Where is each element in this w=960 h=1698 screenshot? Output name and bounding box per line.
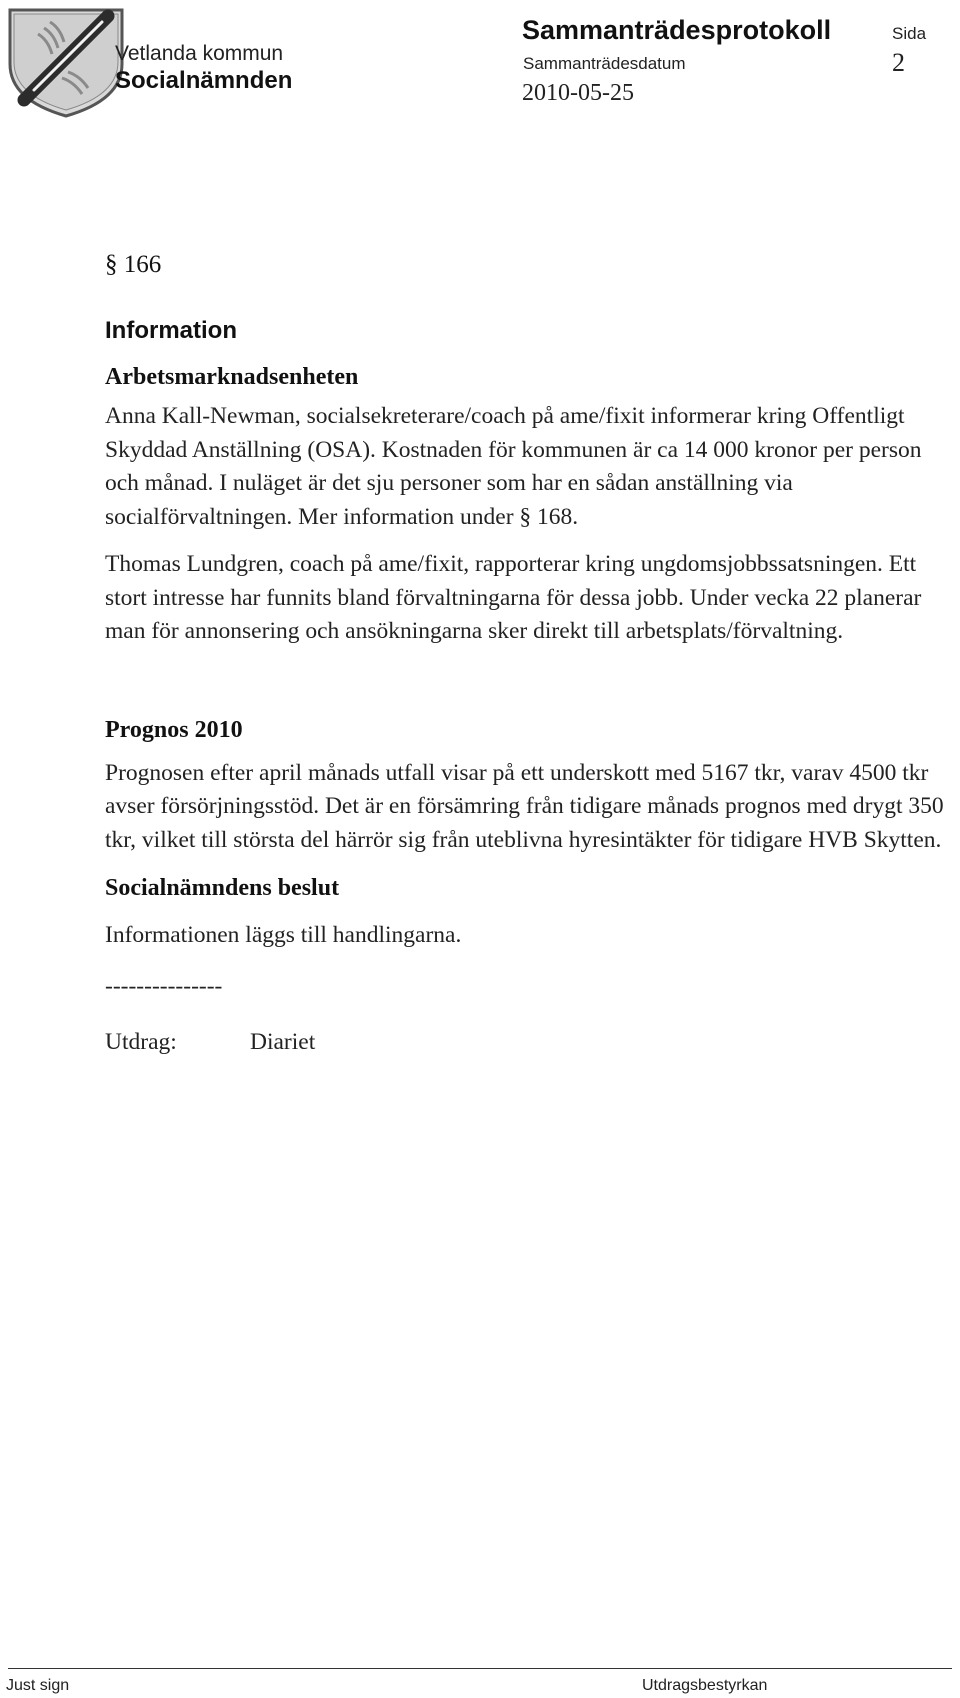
subsection-heading-forecast: Prognos 2010	[105, 716, 243, 743]
body-paragraph-youth-jobs: Thomas Lundgren, coach på ame/fixit, rapporterar kring ungdomsjobbssatsningen. Ett stort intresse har funnits bland förvaltningarna för dessa jobb. Under vecka 22 planerar man för annonsering och ansökningarna sker direkt till arbetsplats/förvaltning.	[105, 551, 922, 644]
footer-signature-label: Just sign	[6, 1677, 70, 1694]
body-paragraph-forecast: Prognosen efter april månads utfall visar på ett underskott med 5167 tkr, varav 4500 tkr avser försörjningsstöd. Det är en försämring från tidigare månads prognos med drygt 350 tkr, vilket till största del härrör sig från uteblivna hyresintäkter för tidigare HVB Skytten.	[105, 759, 944, 853]
municipality-name: Vetlanda kommun	[115, 42, 284, 65]
meeting-date-value: 2010-05-25	[522, 80, 634, 106]
subsection-heading-labour-market: Arbetsmarknadsenheten	[105, 364, 359, 390]
page-label: Sida	[892, 24, 927, 43]
footer-certification-label: Utdragsbestyrkan	[642, 1677, 768, 1694]
footer-divider	[8, 1668, 952, 1669]
page-number: 2	[892, 48, 905, 77]
document-title: Sammanträdesprotokoll	[522, 15, 832, 45]
municipal-coat-of-arms-icon	[4, 4, 128, 120]
paragraph-number: § 166	[105, 251, 162, 278]
body-paragraph-osa: Anna Kall-Newman, socialsekreterare/coach på ame/fixit informerar kring Offentligt Skyddad Anställning (OSA). Kostnaden för kommunen är ca 14 000 kronor per person och månad. I nuläget är det sju personer som har en sådan anställning via socialförvaltningen. Mer information under § 168.	[105, 403, 922, 530]
separator-line: ---------------	[105, 972, 223, 999]
committee-name: Socialnämnden	[115, 67, 293, 94]
extract-label: Utdrag:	[105, 1028, 177, 1055]
protocol-content	[105, 250, 945, 1057]
section-heading: Information	[105, 317, 237, 344]
meeting-date-label: Sammanträdesdatum	[523, 54, 686, 73]
extract-recipient: Diariet	[250, 1028, 316, 1055]
extract-row	[105, 1027, 945, 1057]
decision-heading: Socialnämndens beslut	[105, 875, 340, 901]
decision-text: Informationen läggs till handlingarna.	[105, 922, 462, 948]
organization-block	[115, 42, 292, 96]
